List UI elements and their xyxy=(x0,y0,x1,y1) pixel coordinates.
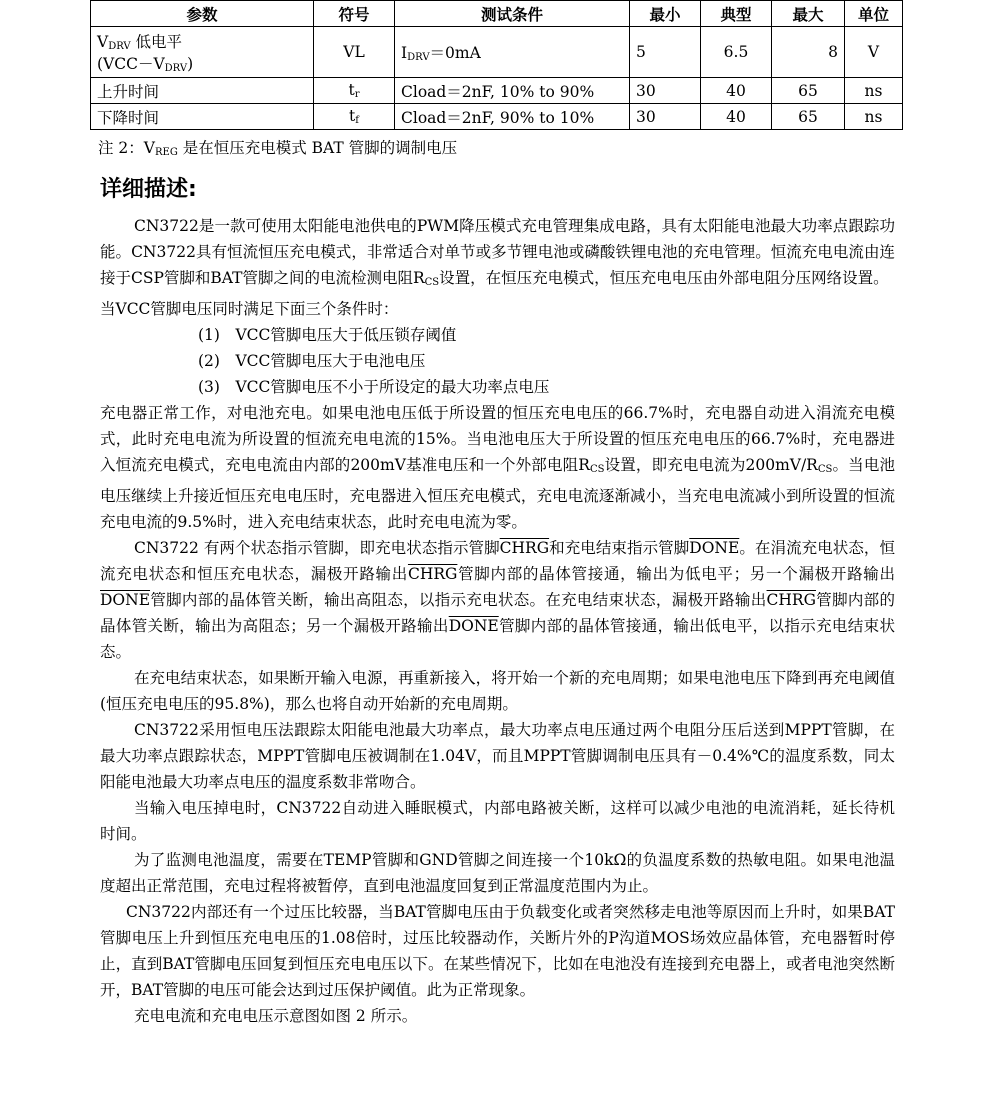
paragraph-sub: CS xyxy=(424,277,440,288)
header-min: 最小 xyxy=(630,1,701,27)
paragraph-text: 充电器正常工作，对电池充电。如果电池电压低于所设置的恒压充电电压的66.7%时，充电器自动进入涓流充电模式，此时充电电流为所设置的恒流充电电流的15%。当电池电压大于所设置的恒压充电电压的66.7%时，充电器进入恒流充电模式，充电电流由内部的200mV基准电压和一个外部电阻R xyxy=(100,404,895,474)
symbol-text: t xyxy=(349,107,356,125)
paragraph-text: 管脚内部的晶体管接通，输出低电平，以指示充电结束状态。 xyxy=(100,617,895,661)
symbol-sub: f xyxy=(355,115,359,126)
done-pin-label: DONE xyxy=(448,617,499,635)
param-line-2 xyxy=(97,52,307,74)
chrg-pin-label: CHRG xyxy=(766,591,816,609)
table-row xyxy=(91,27,903,78)
header-max: 最大 xyxy=(772,1,845,27)
cond-text: ＝0mA xyxy=(429,44,481,62)
table-header-row xyxy=(91,1,903,27)
param-text: V xyxy=(97,33,109,51)
paragraph-7: 当输入电压掉电时，CN3722自动进入睡眠模式，内部电路被关断，这样可以减少电池的电流消耗，延长待机时间。 xyxy=(100,799,895,843)
header-param: 参数 xyxy=(91,1,314,27)
symbol-text: t xyxy=(348,81,355,99)
cell-symbol xyxy=(314,78,395,104)
symbol-sub: r xyxy=(354,89,360,100)
done-pin-label: DONE xyxy=(689,539,740,557)
cell-min: 30 xyxy=(630,104,701,130)
cell-param: 下降时间 xyxy=(91,104,314,130)
chrg-pin-label: CHRG xyxy=(407,565,458,583)
paragraph-6: CN3722采用恒电压法跟踪太阳能电池最大功率点，最大功率点电压通过两个电阻分压后送到MPPT管脚，在最大功率点跟踪状态，MPPT管脚电压被调制在1.04V，而且MPPT管脚调制电压具有－0.4%℃的温度系数，同太阳能电池最大功率点电压的温度系数非常吻合。 xyxy=(100,721,895,791)
table-note xyxy=(98,136,457,158)
note-sub: REG xyxy=(154,147,178,158)
paragraph-text: 。当电池电压继续上升接近恒压充电电压时，充电器进入恒压充电模式，充电电流逐渐减小，当充电电流减小到所设置的恒流充电电流的9.5%时，进入充电结束状态，此时充电电流为零。 xyxy=(100,456,895,531)
param-sub: DRV xyxy=(108,41,131,52)
paragraph-9: CN3722内部还有一个过压比较器，当BAT管脚电压由于负载变化或者突然移走电池等原因而上升时，如果BAT管脚电压上升到恒压充电电压的1.08倍时，过压比较器动作，关断片外的P沟道MOS场效应晶体管，充电器暂时停止，直到BAT管脚电压回复到恒压充电电压以下。在某些情况下，比如在电池没有连接到充电器上，或者电池突然断开，BAT管脚的电压可能会达到过压保护阈值。此为正常现象。 xyxy=(100,903,895,999)
cell-unit: ns xyxy=(845,78,903,104)
paragraph-sub: CS xyxy=(589,464,605,475)
cell-symbol: VL xyxy=(314,27,395,78)
cell-condition: Cload＝2nF, 10% to 90% xyxy=(395,78,630,104)
paragraph-text: 和充电结束指示管脚 xyxy=(549,539,690,557)
param-line-1 xyxy=(97,30,307,52)
paragraph-4 xyxy=(100,535,895,665)
paragraph-2: 当VCC管脚电压同时满足下面三个条件时： xyxy=(100,300,399,318)
cell-typ: 6.5 xyxy=(701,27,772,78)
header-typ: 典型 xyxy=(701,1,772,27)
paragraph-text: 管脚内部的晶体管接通，输出为低电平；另一个漏极开路输出 xyxy=(457,565,895,583)
paragraph-text: CN3722 有两个状态指示管脚，即充电状态指示管脚 xyxy=(134,539,500,557)
done-pin-label: DONE xyxy=(100,591,151,609)
param-sub: DRV xyxy=(164,63,188,74)
cell-typ: 40 xyxy=(701,104,772,130)
list-item: (1) VCC管脚电压大于低压锁存阈值 xyxy=(198,326,457,344)
cell-max: 65 xyxy=(772,104,845,130)
param-text: 低电平 xyxy=(130,33,183,51)
paragraph-text: 管脚内部的晶体管关断，输出为高阻态；另一个漏极开路输出 xyxy=(100,591,895,635)
paragraph-text: 设置，在恒压充电模式，恒压充电电压由外部电阻分压网络设置。 xyxy=(439,269,889,287)
cell-condition xyxy=(395,27,630,78)
cond-sub: DRV xyxy=(407,52,430,63)
list-item: (3) VCC管脚电压不小于所设定的最大功率点电压 xyxy=(198,378,550,396)
paragraph-text: 管脚内部的晶体管关断，输出高阻态，以指示充电状态。在充电结束状态，漏极开路输出 xyxy=(150,591,767,609)
table-row xyxy=(91,78,903,104)
cell-typ: 40 xyxy=(701,78,772,104)
param-text: ) xyxy=(187,55,194,73)
paragraph-text: 。在涓流充电状态，恒流充电状态和恒压充电状态，漏极开路输出 xyxy=(100,539,895,583)
list-item: (2) VCC管脚电压大于电池电压 xyxy=(198,352,426,370)
header-condition: 测试条件 xyxy=(395,1,630,27)
paragraph-1 xyxy=(100,213,895,296)
note-text: 是在恒压充电模式 BAT 管脚的调制电压 xyxy=(177,139,458,157)
paragraph-text: 设置，即充电电流为200mV/R xyxy=(604,456,818,474)
section-body xyxy=(100,213,895,1029)
cell-symbol xyxy=(314,104,395,130)
param-text: (VCC－V xyxy=(97,55,165,73)
paragraph-sub: CS xyxy=(817,464,833,475)
cell-max: 8 xyxy=(772,27,845,78)
paragraph-8: 为了监测电池温度，需要在TEMP管脚和GND管脚之间连接一个10kΩ的负温度系数的热敏电阻。如果电池温度超出正常范围，充电过程将被暂停，直到电池温度回复到正常温度范围内为止。 xyxy=(100,851,895,895)
cell-min: 30 xyxy=(630,78,701,104)
paragraph-5: 在充电结束状态，如果断开输入电源，再重新接入，将开始一个新的充电周期；如果电池电压下降到再充电阈值(恒压充电电压的95.8%)，那么也将自动开始新的充电周期。 xyxy=(100,669,895,713)
cell-param xyxy=(91,27,314,78)
cell-min: 5 xyxy=(630,27,701,78)
spec-table xyxy=(90,0,903,130)
header-symbol: 符号 xyxy=(314,1,395,27)
table-row xyxy=(91,104,903,130)
cell-max: 65 xyxy=(772,78,845,104)
cond-text: I xyxy=(401,44,408,62)
cell-param: 上升时间 xyxy=(91,78,314,104)
paragraph-3 xyxy=(100,400,895,535)
chrg-pin-label: CHRG xyxy=(499,539,550,557)
paragraph-text: CN3722是一款可使用太阳能电池供电的PWM降压模式充电管理集成电路，具有太阳能电池最大功率点跟踪功能。CN3722具有恒流恒压充电模式，非常适合对单节或多节锂电池或磷酸铁锂电池的充电管理。恒流充电电流由连接于CSP管脚和BAT管脚之间的电流检测电阻R xyxy=(100,217,895,287)
section-heading: 详细描述: xyxy=(100,177,197,202)
cell-condition: Cload＝2nF, 90% to 10% xyxy=(395,104,630,130)
cell-unit: V xyxy=(845,27,903,78)
paragraph-10: 充电电流和充电电压示意图如图 2 所示。 xyxy=(134,1007,418,1025)
header-unit: 单位 xyxy=(845,1,903,27)
note-text: 注 2：V xyxy=(98,139,155,157)
cell-unit: ns xyxy=(845,104,903,130)
